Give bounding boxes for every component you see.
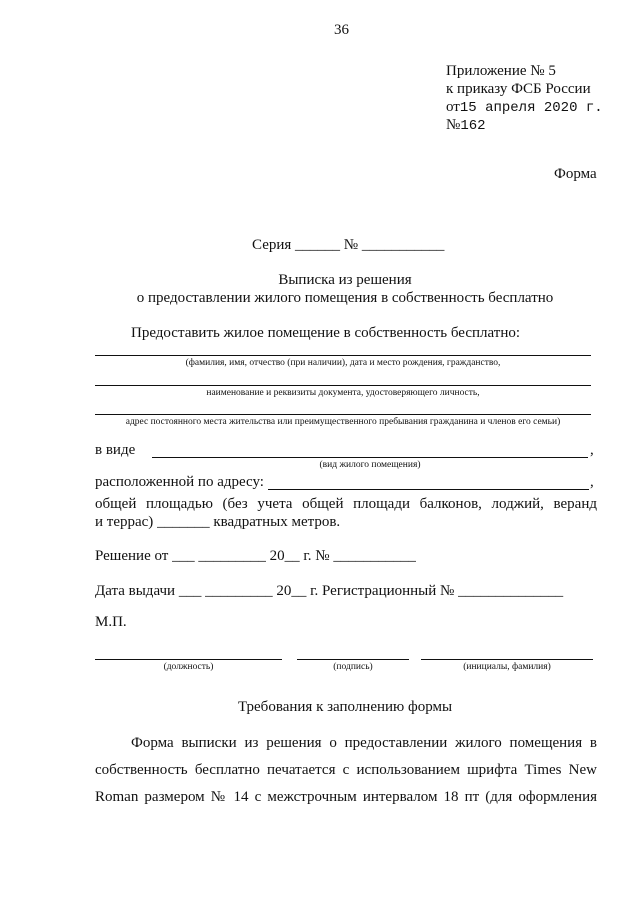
stamp-label: М.П. xyxy=(95,614,127,630)
decision-month-blank: _________ xyxy=(198,548,266,564)
appendix-order-number xyxy=(446,116,486,134)
initials-caption: (инициалы, фамилия) xyxy=(463,662,551,672)
title-line-1: Выписка из решения xyxy=(278,272,412,288)
appendix-date-value: 15 апреля 2020 г. xyxy=(459,100,603,116)
signature-caption: (подпись) xyxy=(333,662,373,672)
person-caption: (фамилия, имя, отчество (при наличии), дата и место рождения, гражданство, xyxy=(185,358,501,368)
form-label: Форма xyxy=(554,166,597,182)
issue-day-blank: ___ xyxy=(178,583,202,599)
registration-label: г. Регистрационный № xyxy=(310,583,455,599)
position-line xyxy=(95,659,282,660)
title-line-2: о предоставлении жилого помещения в собственность бесплатно xyxy=(136,290,554,306)
appendix-date xyxy=(446,98,603,116)
issue-year-prefix: 20 xyxy=(276,583,292,599)
located-comma: , xyxy=(590,474,594,490)
series-label: Серия xyxy=(252,237,292,253)
decision-row xyxy=(95,548,416,565)
address-fill-line xyxy=(95,414,591,415)
grant-statement: Предоставить жилое помещение в собственность бесплатно: xyxy=(131,325,521,341)
page-number: 36 xyxy=(334,22,349,38)
located-at-label: расположенной по адресу: xyxy=(95,474,264,490)
premises-type-caption: (вид жилого помещения) xyxy=(319,460,421,470)
area-line-2 xyxy=(95,514,340,531)
decision-label: Решение от xyxy=(95,548,169,564)
decision-number-blank: ___________ xyxy=(333,548,416,564)
in-form-of-label: в виде xyxy=(95,442,136,458)
appendix-date-prefix: от xyxy=(446,99,460,115)
issue-year-blank: __ xyxy=(291,583,307,599)
position-caption: (должность) xyxy=(163,662,214,672)
requirements-heading: Требования к заполнению формы xyxy=(237,699,453,715)
initials-line xyxy=(421,659,593,660)
requirements-line-2: собственность бесплатно печатается с использованием шрифта Times New xyxy=(95,762,597,778)
premises-type-line xyxy=(152,457,588,458)
area-prefix: и террас) xyxy=(95,514,154,530)
decision-year-blank: __ xyxy=(284,548,300,564)
address-caption: адрес постоянного места жительства или преимущественного пребывания гражданина и членов его семьи) xyxy=(125,417,561,427)
signature-line xyxy=(297,659,409,660)
registration-blank: ______________ xyxy=(458,583,564,599)
requirements-line-3: Roman размером № 14 с межстрочным интервалом 18 пт (для оформления xyxy=(95,789,597,805)
appendix-number-sign: № xyxy=(446,117,461,133)
requirements-line-1: Форма выписки из решения о предоставлении жилого помещения в xyxy=(131,735,597,751)
issue-row xyxy=(95,583,563,600)
decision-number-label: г. № xyxy=(303,548,330,564)
appendix-number-value: 162 xyxy=(460,118,486,134)
person-fill-line xyxy=(95,355,591,356)
issue-label: Дата выдачи xyxy=(95,583,176,599)
appendix-line-2: к приказу ФСБ России xyxy=(446,81,591,97)
area-line-1: общей площадью (без учета общей площади балконов, лоджий, веранд xyxy=(95,496,597,512)
series-number-sign: № xyxy=(343,237,359,253)
series-row xyxy=(252,237,444,254)
series-number-blank: ___________ xyxy=(361,237,445,253)
document-caption: наименование и реквизиты документа, удостоверяющего личность, xyxy=(206,388,480,398)
appendix-line-1: Приложение № 5 xyxy=(446,63,556,79)
document-fill-line xyxy=(95,385,591,386)
area-blank: _______ xyxy=(157,514,210,530)
series-blank: ______ xyxy=(295,237,341,253)
in-form-of-comma: , xyxy=(590,442,594,458)
address-line xyxy=(268,489,589,490)
decision-year-prefix: 20 xyxy=(269,548,285,564)
issue-month-blank: _________ xyxy=(205,583,273,599)
area-suffix: квадратных метров. xyxy=(213,514,341,530)
decision-day-blank: ___ xyxy=(172,548,195,564)
